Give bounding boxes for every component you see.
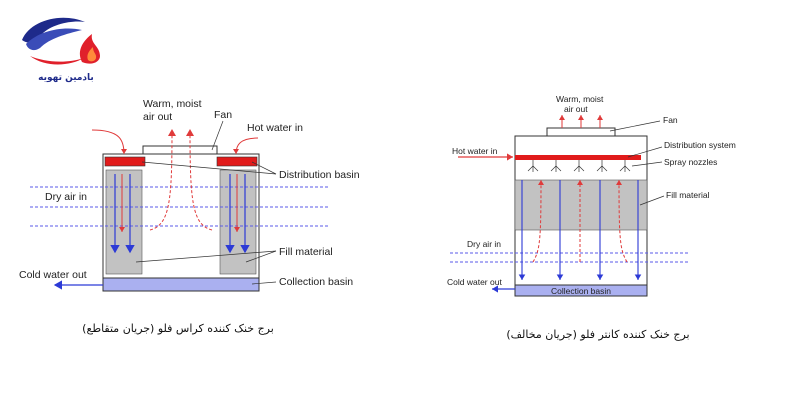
crossflow-distribution-label: Distribution basin bbox=[279, 169, 360, 181]
counterflow-air-out-label-2: air out bbox=[564, 104, 588, 114]
counterflow-air-out-label: Warm, moist bbox=[556, 94, 604, 104]
counterflow-fill bbox=[515, 180, 647, 230]
counterflow-fill-label: Fill material bbox=[666, 190, 710, 200]
crossflow-fan-label: Fan bbox=[214, 109, 233, 121]
counterflow-collection-label: Collection basin bbox=[550, 286, 612, 296]
crossflow-diagram bbox=[19, 98, 360, 335]
crossflow-fan bbox=[143, 146, 217, 154]
counterflow-caption: برج خنک کننده کانتر فلو (جریان مخالف) bbox=[506, 328, 690, 341]
crossflow-fill-right bbox=[220, 170, 256, 274]
crossflow-collection-basin bbox=[103, 278, 259, 291]
logo-text: بادمین تهویه bbox=[38, 73, 94, 83]
brand-logo bbox=[22, 18, 100, 83]
crossflow-caption: برج خنک کننده کراس فلو (جریان متقاطع) bbox=[82, 322, 274, 335]
counterflow-distribution-pipe bbox=[515, 155, 641, 160]
crossflow-collection-label: Collection basin bbox=[279, 276, 354, 288]
counterflow-fan bbox=[547, 128, 615, 136]
counterflow-hot-water-label: Hot water in bbox=[452, 146, 498, 156]
crossflow-dry-air-label: Dry air in bbox=[45, 191, 88, 203]
counterflow-distribution-label: Distribution system bbox=[664, 140, 736, 150]
counterflow-dry-air-label: Dry air in bbox=[467, 239, 502, 249]
counterflow-spray-label: Spray nozzles bbox=[664, 157, 718, 167]
crossflow-air-out-label: Warm, moist bbox=[143, 98, 202, 110]
crossflow-cold-water-label: Cold water out bbox=[19, 269, 87, 281]
crossflow-fill-left bbox=[106, 170, 142, 274]
crossflow-distribution-basin-left bbox=[105, 157, 145, 166]
counterflow-fan-label: Fan bbox=[663, 115, 678, 125]
crossflow-air-out-label-2: air out bbox=[143, 111, 173, 123]
logo-swoosh-red bbox=[30, 56, 84, 65]
crossflow-fill-label: Fill material bbox=[279, 246, 333, 258]
crossflow-distribution-basin-right bbox=[217, 157, 257, 166]
crossflow-hot-water-label: Hot water in bbox=[247, 122, 304, 134]
counterflow-air-out-arrows bbox=[562, 115, 600, 128]
counterflow-diagram bbox=[447, 94, 736, 341]
counterflow-cold-water-label: Cold water out bbox=[447, 277, 502, 287]
